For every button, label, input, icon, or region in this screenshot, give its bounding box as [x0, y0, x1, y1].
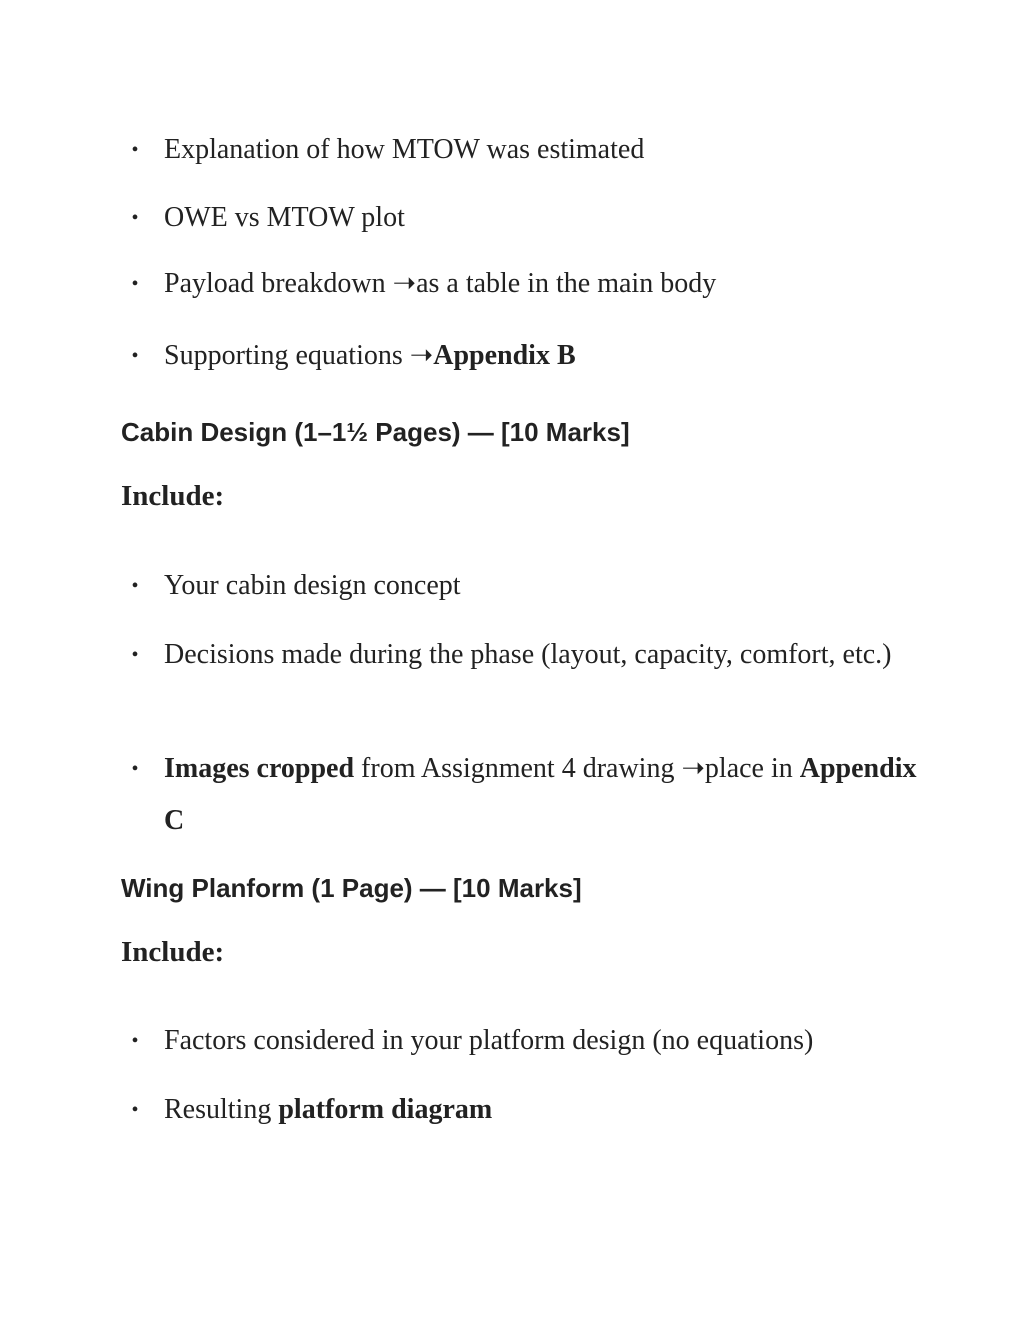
platform-diagram-text: platform diagram	[278, 1094, 493, 1125]
list-item-text: OWE vs MTOW plot	[164, 202, 405, 233]
cabin-design-heading: Cabin Design (1–1½ Pages) — [10 Marks]	[121, 417, 630, 447]
list-item	[131, 127, 924, 173]
appendix-b-ref: Appendix B	[433, 340, 576, 371]
appendix-c-ref: Appendix C	[164, 753, 917, 836]
wing-include-label: Include:	[121, 936, 225, 968]
list-item-text: Payload breakdown ➝as a table in the main body	[164, 268, 717, 299]
cabin-include-label: Include:	[121, 480, 225, 512]
list-item-text: from Assignment 4 drawing ➝place in	[354, 753, 800, 784]
images-cropped-text: Images cropped	[164, 753, 355, 784]
list-item	[131, 195, 924, 241]
list-item-text: Factors considered in your platform design (no equations)	[164, 1025, 814, 1056]
list-item	[131, 261, 924, 307]
list-item	[131, 1018, 964, 1064]
list-item	[131, 1087, 924, 1133]
list-item-text: Decisions made during the phase (layout, capacity, comfort, etc.)	[164, 639, 892, 670]
list-item-text: Your cabin design concept	[164, 570, 461, 601]
wing-planform-heading: Wing Planform (1 Page) — [10 Marks]	[121, 873, 582, 903]
list-item	[131, 632, 924, 678]
bullet-icon: •	[131, 644, 139, 666]
list-item-text: Supporting equations ➝	[164, 340, 434, 371]
bullet-icon: •	[131, 139, 139, 161]
bullet-icon: •	[131, 273, 139, 295]
list-item	[131, 563, 924, 609]
list-item-text: Resulting	[164, 1094, 279, 1125]
list-item	[131, 333, 924, 379]
list-item	[131, 743, 924, 847]
bullet-icon: •	[131, 575, 139, 597]
bullet-icon: •	[131, 1030, 139, 1052]
bullet-icon: •	[131, 758, 139, 780]
bullet-icon: •	[131, 207, 139, 229]
bullet-icon: •	[131, 1099, 139, 1121]
bullet-icon: •	[131, 345, 139, 367]
list-item-text: Explanation of how MTOW was estimated	[164, 134, 645, 165]
